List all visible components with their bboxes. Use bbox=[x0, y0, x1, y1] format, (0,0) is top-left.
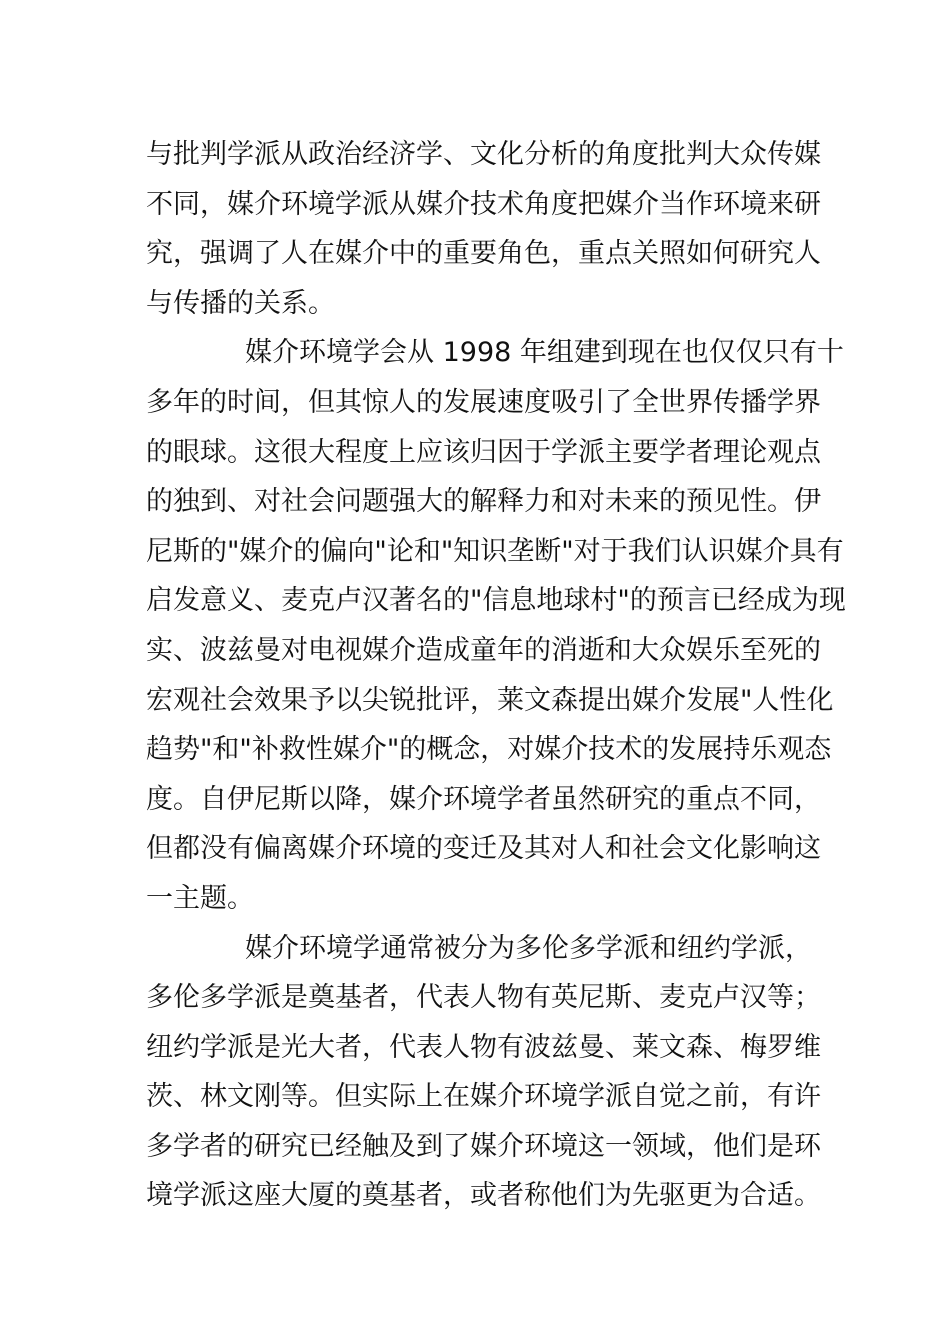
text-line: 但都没有偏离媒介环境的变迁及其对人和社会文化影响这 bbox=[146, 833, 821, 865]
text-line: 多年的时间，但其惊人的发展速度吸引了全世界传播学界 bbox=[146, 386, 821, 418]
paragraph-2 bbox=[146, 328, 846, 923]
text-line: 宏观社会效果予以尖锐批评，莱文森提出媒介发展"人性化 bbox=[146, 684, 834, 716]
text-line: 趋势"和"补救性媒介"的概念，对媒介技术的发展持乐观态 bbox=[146, 734, 832, 766]
text-line: 境学派这座大厦的奠基者，或者称他们为先驱更为合适。 bbox=[146, 1180, 821, 1212]
text-line: 纽约学派是光大者，代表人物有波兹曼、莱文森、梅罗维 bbox=[146, 1031, 821, 1063]
text-line: 多伦多学派是奠基者，代表人物有英尼斯、麦克卢汉等； bbox=[146, 982, 821, 1014]
text-line: 究，强调了人在媒介中的重要角色，重点关照如何研究人 bbox=[146, 238, 821, 270]
text-line: 启发意义、麦克卢汉著名的"信息地球村"的预言已经成为现 bbox=[146, 585, 846, 617]
text-line-indented: 媒介环境学通常被分为多伦多学派和纽约学派， bbox=[245, 932, 812, 964]
text-line: 与传播的关系。 bbox=[146, 287, 335, 319]
paragraph-3 bbox=[146, 924, 821, 1222]
paragraph-1 bbox=[146, 130, 821, 328]
text-line: 多学者的研究已经触及到了媒介环境这一领域，他们是环 bbox=[146, 1130, 821, 1162]
text-line: 的眼球。这很大程度上应该归因于学派主要学者理论观点 bbox=[146, 436, 821, 468]
text-line: 不同，媒介环境学派从媒介技术角度把媒介当作环境来研 bbox=[146, 188, 821, 220]
text-line: 尼斯的"媒介的偏向"论和"知识垄断"对于我们认识媒介具有 bbox=[146, 535, 844, 567]
text-line: 一主题。 bbox=[146, 882, 254, 914]
text-line-indented: 媒介环境学会从 1998 年组建到现在也仅仅只有十 bbox=[245, 337, 844, 369]
text-line: 度。自伊尼斯以降，媒介环境学者虽然研究的重点不同， bbox=[146, 783, 821, 815]
body-text bbox=[146, 130, 846, 1221]
text-line: 与批判学派从政治经济学、文化分析的角度批判大众传媒 bbox=[146, 139, 821, 170]
text-line: 的独到、对社会问题强大的解释力和对未来的预见性。伊 bbox=[146, 486, 821, 518]
text-line: 实、波兹曼对电视媒介造成童年的消逝和大众娱乐至死的 bbox=[146, 634, 821, 666]
text-line: 茨、林文刚等。但实际上在媒介环境学派自觉之前，有许 bbox=[146, 1081, 821, 1113]
